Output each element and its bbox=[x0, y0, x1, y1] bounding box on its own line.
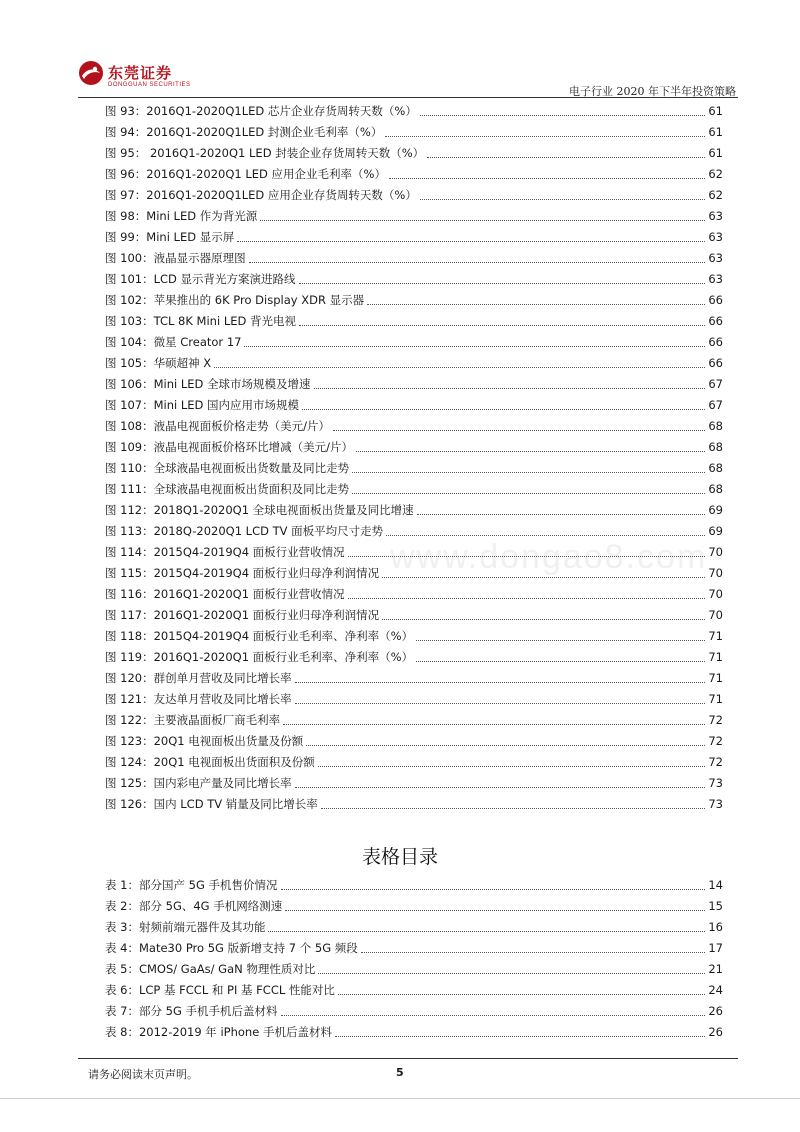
dot-leader bbox=[268, 931, 705, 932]
figure-entry[interactable] bbox=[105, 563, 723, 584]
dot-leader bbox=[385, 136, 705, 137]
figure-entry[interactable] bbox=[105, 794, 723, 815]
figure-entry-label: 图 117：2016Q1-2020Q1 面板行业归母净利润情况 bbox=[105, 608, 380, 622]
dot-leader bbox=[348, 598, 706, 599]
figure-entry[interactable] bbox=[105, 584, 723, 605]
dot-leader bbox=[283, 724, 705, 725]
figure-entry-label: 图 113：2018Q-2020Q1 LCD TV 面板平均尺寸走势 bbox=[105, 524, 384, 538]
table-entry-label: 表 8：2012-2019 年 iPhone 手机后盖材料 bbox=[105, 1025, 332, 1039]
figure-entry-label: 图 114：2015Q4-2019Q4 面板行业营收情况 bbox=[105, 545, 345, 559]
company-logo bbox=[78, 60, 198, 94]
dot-leader bbox=[427, 157, 705, 158]
dot-leader bbox=[321, 808, 706, 809]
dot-leader bbox=[361, 952, 706, 953]
tables-section-title: 表格目录 bbox=[361, 846, 438, 868]
figure-entry-label: 图 121：友达单月营收及同比增长率 bbox=[105, 692, 292, 706]
dot-leader bbox=[302, 409, 705, 410]
dot-leader bbox=[214, 367, 705, 368]
table-entry-label: 表 7：部分 5G 手机手机后盖材料 bbox=[105, 1004, 278, 1018]
dot-leader bbox=[281, 889, 706, 890]
table-entry-page: 26 bbox=[708, 1004, 723, 1018]
dot-leader bbox=[295, 787, 706, 788]
figure-entry-page: 69 bbox=[708, 524, 723, 538]
table-entry-label: 表 1：部分国产 5G 手机售价情况 bbox=[105, 878, 278, 892]
figure-entry-page: 66 bbox=[708, 335, 723, 349]
dot-leader bbox=[348, 556, 706, 557]
figure-entry-label: 图 118：2015Q4-2019Q4 面板行业毛利率、净利率（%） bbox=[105, 629, 414, 643]
figure-entry-page: 66 bbox=[708, 293, 723, 307]
figure-entry-page: 63 bbox=[708, 209, 723, 223]
figure-entry[interactable] bbox=[105, 500, 723, 521]
dot-leader bbox=[281, 1015, 706, 1016]
page-number: 5 bbox=[396, 1066, 404, 1079]
figure-entry[interactable] bbox=[105, 269, 723, 290]
figure-entry[interactable] bbox=[105, 521, 723, 542]
dot-leader bbox=[417, 514, 706, 515]
watermark: www.dongao8.com bbox=[390, 538, 708, 576]
table-entry-label: 表 6：LCP 基 FCCL 和 PI 基 FCCL 性能对比 bbox=[105, 983, 335, 997]
figure-entry-label: 图 124：20Q1 电视面板出货面积及份额 bbox=[105, 755, 315, 769]
table-entry-page: 24 bbox=[708, 983, 723, 997]
dot-leader bbox=[338, 994, 705, 995]
figure-entry[interactable] bbox=[105, 437, 723, 458]
table-entry[interactable] bbox=[105, 917, 723, 938]
dot-leader bbox=[333, 430, 705, 431]
dot-leader bbox=[249, 262, 706, 263]
table-entry-page: 16 bbox=[708, 920, 723, 934]
figure-entry-page: 61 bbox=[708, 125, 723, 139]
company-name-en: DONGGUAN SECURITIES bbox=[108, 82, 191, 88]
figure-entry-page: 69 bbox=[708, 503, 723, 517]
figure-entry-page: 63 bbox=[708, 230, 723, 244]
figure-entry-page: 71 bbox=[708, 629, 723, 643]
figure-entry-label: 图 100：液晶显示器原理图 bbox=[105, 251, 246, 265]
dot-leader bbox=[382, 619, 705, 620]
figure-entry-label: 图 96：2016Q1-2020Q1 LED 应用企业毛利率（%） bbox=[105, 167, 386, 181]
figure-entry-label: 图 104：微星 Creator 17 bbox=[105, 335, 242, 349]
table-entry-page: 21 bbox=[708, 962, 723, 976]
company-name-cn: 东莞证券 bbox=[108, 64, 173, 82]
figure-entry[interactable] bbox=[105, 227, 723, 248]
figure-entry-label: 图 93：2016Q1-2020Q1LED 芯片企业存货周转天数（%） bbox=[105, 104, 417, 118]
figure-entry-page: 66 bbox=[708, 356, 723, 370]
footer-rule bbox=[78, 1058, 738, 1059]
figure-entry[interactable] bbox=[105, 731, 723, 752]
dot-leader bbox=[318, 973, 705, 974]
figure-entry-label: 图 120：群创单月营收及同比增长率 bbox=[105, 671, 292, 685]
figure-entry[interactable] bbox=[105, 374, 723, 395]
figure-entry[interactable] bbox=[105, 626, 723, 647]
dot-leader bbox=[382, 577, 705, 578]
table-entry[interactable] bbox=[105, 959, 723, 980]
dot-leader bbox=[285, 910, 705, 911]
dot-leader bbox=[237, 241, 705, 242]
dot-leader bbox=[416, 661, 705, 662]
figure-entry-page: 70 bbox=[708, 608, 723, 622]
dot-leader bbox=[356, 451, 705, 452]
figure-entry[interactable] bbox=[105, 773, 723, 794]
figure-entry-label: 图 109：液晶电视面板价格环比增减（美元/片） bbox=[105, 440, 353, 454]
figure-entry-label: 图 103：TCL 8K Mini LED 背光电视 bbox=[105, 314, 297, 328]
figure-entry-label: 图 106：Mini LED 全球市场规模及增速 bbox=[105, 377, 311, 391]
figure-entry[interactable] bbox=[105, 605, 723, 626]
figure-entry-page: 72 bbox=[708, 713, 723, 727]
dot-leader bbox=[420, 199, 706, 200]
dot-leader bbox=[295, 703, 706, 704]
figure-entry-label: 图 102：苹果推出的 6K Pro Display XDR 显示器 bbox=[105, 293, 365, 307]
figure-entry[interactable] bbox=[105, 311, 723, 332]
figure-entry[interactable] bbox=[105, 479, 723, 500]
figure-entry-page: 66 bbox=[708, 314, 723, 328]
dot-leader bbox=[299, 325, 705, 326]
table-entry-page: 26 bbox=[708, 1025, 723, 1039]
figure-entry-label: 图 115：2015Q4-2019Q4 面板行业归母净利润情况 bbox=[105, 566, 380, 580]
figure-entry[interactable] bbox=[105, 710, 723, 731]
dot-leader bbox=[367, 304, 705, 305]
dot-leader bbox=[299, 283, 706, 284]
dot-leader bbox=[260, 220, 705, 221]
figure-entry[interactable] bbox=[105, 395, 723, 416]
figure-entry-page: 72 bbox=[708, 734, 723, 748]
dot-leader bbox=[314, 388, 706, 389]
dot-leader bbox=[420, 115, 706, 116]
figure-entry-page: 70 bbox=[708, 587, 723, 601]
figure-entry-label: 图 101：LCD 显示背光方案演进路线 bbox=[105, 272, 296, 286]
figure-entry-label: 图 95： 2016Q1-2020Q1 LED 封装企业存货周转天数（%） bbox=[105, 146, 425, 160]
figure-entry-page: 71 bbox=[708, 650, 723, 664]
figure-entry-page: 68 bbox=[708, 419, 723, 433]
table-entry-label: 表 3：射频前端元器件及其功能 bbox=[105, 920, 266, 934]
figure-entry-page: 68 bbox=[708, 440, 723, 454]
figure-entry[interactable] bbox=[105, 185, 723, 206]
figure-entry-page: 61 bbox=[708, 104, 723, 118]
figure-entry-label: 图 126：国内 LCD TV 销量及同比增长率 bbox=[105, 797, 318, 811]
table-entry[interactable] bbox=[105, 896, 723, 917]
table-entry[interactable] bbox=[105, 1022, 723, 1043]
dot-leader bbox=[416, 640, 705, 641]
report-title: 电子行业 2020 年下半年投资策略 bbox=[569, 85, 736, 98]
figure-entry-page: 67 bbox=[708, 398, 723, 412]
figure-entry-label: 图 98：Mini LED 作为背光源 bbox=[105, 209, 258, 223]
figure-entry-page: 73 bbox=[708, 797, 723, 811]
figure-entry[interactable] bbox=[105, 752, 723, 773]
figure-entry-label: 图 116：2016Q1-2020Q1 面板行业营收情况 bbox=[105, 587, 345, 601]
figure-entry-label: 图 110：全球液晶电视面板出货数量及同比走势 bbox=[105, 461, 350, 475]
figure-entry-page: 71 bbox=[708, 692, 723, 706]
figure-entry-label: 图 111：全球液晶电视面板出货面积及同比走势 bbox=[105, 482, 350, 496]
dot-leader bbox=[306, 745, 705, 746]
dot-leader bbox=[389, 178, 705, 179]
figure-entry[interactable] bbox=[105, 290, 723, 311]
table-entry-label: 表 5：CMOS/ GaAs/ GaN 物理性质对比 bbox=[105, 962, 316, 976]
figure-entry[interactable] bbox=[105, 164, 723, 185]
figure-entry-page: 62 bbox=[708, 167, 723, 181]
figure-entry-label: 图 125：国内彩电产量及同比增长率 bbox=[105, 776, 292, 790]
figure-entry[interactable] bbox=[105, 332, 723, 353]
dot-leader bbox=[244, 346, 705, 347]
dot-leader bbox=[386, 535, 705, 536]
figure-entry-label: 图 107：Mini LED 国内应用市场规模 bbox=[105, 398, 300, 412]
figure-entry-page: 63 bbox=[708, 251, 723, 265]
figure-entry-label: 图 123：20Q1 电视面板出货量及份额 bbox=[105, 734, 304, 748]
figure-entry-page: 72 bbox=[708, 755, 723, 769]
dot-leader bbox=[335, 1036, 705, 1037]
page-edge-line bbox=[0, 1098, 800, 1099]
figure-entry[interactable] bbox=[105, 689, 723, 710]
figure-entry[interactable] bbox=[105, 122, 723, 143]
figure-list bbox=[105, 101, 723, 815]
figure-entry[interactable] bbox=[105, 101, 723, 122]
table-list bbox=[105, 875, 723, 1043]
table-entry[interactable] bbox=[105, 875, 723, 896]
table-entry[interactable] bbox=[105, 938, 723, 959]
figure-entry[interactable] bbox=[105, 647, 723, 668]
table-entry-label: 表 2：部分 5G、4G 手机网络测速 bbox=[105, 899, 283, 913]
table-entry-page: 17 bbox=[708, 941, 723, 955]
dot-leader bbox=[352, 493, 705, 494]
figure-entry-page: 70 bbox=[708, 545, 723, 559]
figure-entry-page: 62 bbox=[708, 188, 723, 202]
table-entry-label: 表 4：Mate30 Pro 5G 版新增支持 7 个 5G 频段 bbox=[105, 941, 358, 955]
table-entry-page: 14 bbox=[708, 878, 723, 892]
figure-entry-label: 图 99：Mini LED 显示屏 bbox=[105, 230, 235, 244]
figure-entry[interactable] bbox=[105, 248, 723, 269]
header-rule bbox=[78, 97, 738, 98]
figure-entry-page: 73 bbox=[708, 776, 723, 790]
figure-entry-label: 图 122：主要液晶面板厂商毛利率 bbox=[105, 713, 281, 727]
figure-entry-label: 图 94：2016Q1-2020Q1LED 封测企业毛利率（%） bbox=[105, 125, 383, 139]
dot-leader bbox=[318, 766, 706, 767]
figure-entry-label: 图 119：2016Q1-2020Q1 面板行业毛利率、净利率（%） bbox=[105, 650, 414, 664]
figure-entry[interactable] bbox=[105, 353, 723, 374]
figure-entry[interactable] bbox=[105, 542, 723, 563]
figure-entry-label: 图 108：液晶电视面板价格走势（美元/片） bbox=[105, 419, 330, 433]
table-entry-page: 15 bbox=[708, 899, 723, 913]
table-entry[interactable] bbox=[105, 1001, 723, 1022]
figure-entry-page: 68 bbox=[708, 482, 723, 496]
figure-entry-page: 63 bbox=[708, 272, 723, 286]
dot-leader bbox=[295, 682, 706, 683]
figure-entry[interactable] bbox=[105, 458, 723, 479]
figure-entry-page: 67 bbox=[708, 377, 723, 391]
figure-entry[interactable] bbox=[105, 206, 723, 227]
figure-entry-label: 图 105：华硕超神 X bbox=[105, 356, 212, 370]
figure-entry[interactable] bbox=[105, 143, 723, 164]
figure-entry-page: 61 bbox=[708, 146, 723, 160]
figure-entry-label: 图 112：2018Q1-2020Q1 全球电视面板出货量及同比增速 bbox=[105, 503, 414, 517]
figure-entry-page: 68 bbox=[708, 461, 723, 475]
table-entry[interactable] bbox=[105, 980, 723, 1001]
company-logo-icon bbox=[78, 60, 104, 86]
figure-entry-label: 图 97：2016Q1-2020Q1LED 应用企业存货周转天数（%） bbox=[105, 188, 417, 202]
figure-entry[interactable] bbox=[105, 416, 723, 437]
figure-entry-page: 71 bbox=[708, 671, 723, 685]
dot-leader bbox=[352, 472, 705, 473]
figure-entry-page: 70 bbox=[708, 566, 723, 580]
figure-entry[interactable] bbox=[105, 668, 723, 689]
footer-disclaimer: 请务必阅读末页声明。 bbox=[88, 1068, 198, 1081]
